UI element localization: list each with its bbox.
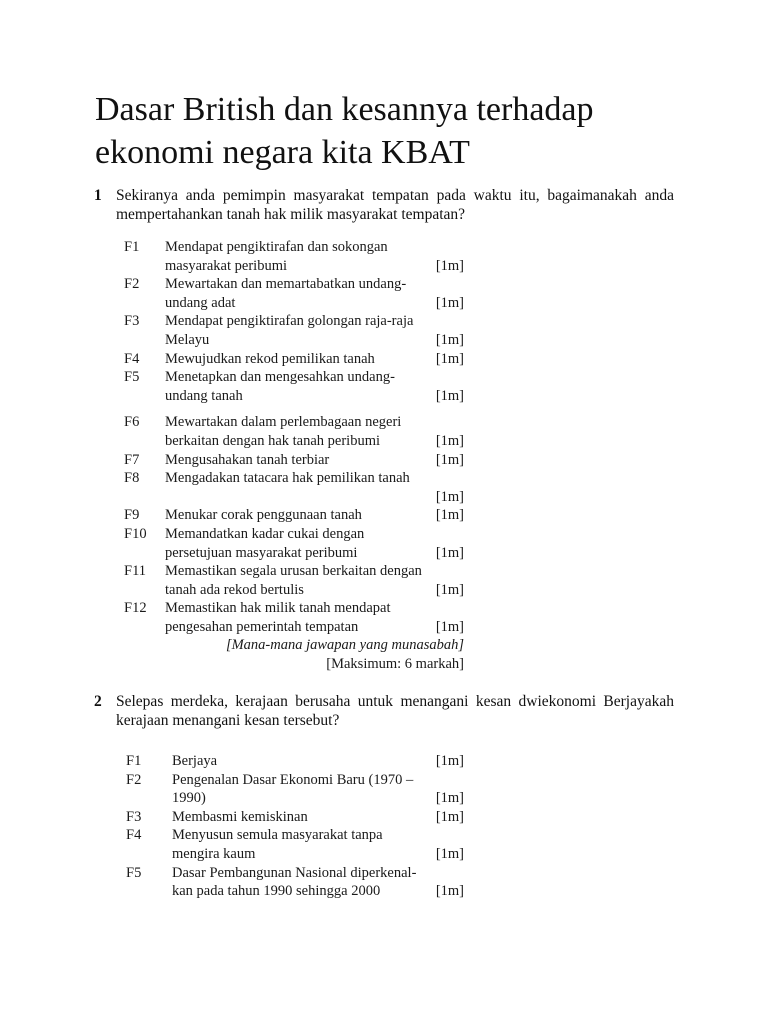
answer-line: undang tanah [1m]	[165, 387, 464, 404]
answer-line: Mewujudkan rekod pemilikan tanah [1m]	[165, 350, 464, 367]
answer-line: Mewartakan dalam perlembagaan negeri	[165, 414, 402, 431]
mark-label: [1m]	[435, 257, 464, 274]
answer-scan-1	[124, 238, 464, 674]
answer-label: F8	[124, 470, 140, 487]
answer-label: F5	[124, 369, 140, 386]
answer-line: masyarakat peribumi [1m]	[165, 257, 464, 274]
answer-line: tanah ada rekod bertulis [1m]	[165, 581, 464, 598]
answer-text	[165, 562, 464, 599]
answer-text	[165, 413, 464, 450]
answer-text	[172, 864, 464, 901]
mark-label: [1m]	[435, 544, 464, 561]
answer-line: pengesahan pemerintah tempatan [1m]	[165, 618, 464, 635]
answer-label: F6	[124, 414, 140, 431]
question-number: 1	[94, 187, 102, 204]
answer-line: 1990) [1m]	[172, 790, 464, 807]
mark-label: [1m]	[435, 790, 464, 807]
answer-text	[165, 275, 464, 312]
mark-label: [1m]	[435, 808, 464, 825]
answer-line: persetujuan masyarakat peribumi [1m]	[165, 544, 464, 561]
mark-label: [1m]	[435, 451, 464, 468]
question-text: Sekiranya anda pemimpin masyarakat tempatan pada waktu itu, bagaimanakah anda mempertahankan tanah hak milik masyarakat tempatan?	[116, 187, 674, 223]
answer-line: Memastikan hak milik tanah mendapat	[165, 600, 391, 617]
answer-text	[172, 808, 464, 827]
maximum-marks: [Maksimum: 6 markah]	[326, 656, 464, 673]
answer-line: Memandatkan kadar cukai dengan	[165, 525, 365, 542]
mark-label: [1m]	[435, 488, 464, 505]
answer-label: F3	[124, 313, 140, 330]
mark-label: [1m]	[435, 331, 464, 348]
answer-line: Membasmi kemiskinan [1m]	[172, 808, 464, 825]
answer-item	[124, 275, 464, 312]
question-number: 2	[94, 693, 102, 710]
spacer	[124, 405, 464, 413]
answer-item	[124, 506, 464, 525]
answer-line: Memastikan segala urusan berkaitan dengan	[165, 563, 422, 580]
answer-label: F11	[124, 563, 147, 580]
answer-item	[124, 413, 464, 450]
answer-text	[165, 312, 464, 349]
answer-item	[124, 469, 464, 506]
answer-text	[172, 826, 464, 863]
mark-label: [1m]	[435, 387, 464, 404]
answer-line: Menetapkan dan mengesahkan undang-	[165, 369, 395, 386]
mark-label: [1m]	[435, 432, 464, 449]
answer-line: Menyusun semula masyarakat tanpa	[172, 827, 383, 844]
mark-label: [1m]	[435, 845, 464, 862]
answer-text	[165, 599, 464, 636]
answer-item	[124, 525, 464, 562]
answer-label: F1	[126, 753, 142, 769]
answer-line	[165, 488, 464, 507]
answer-text	[172, 752, 464, 771]
answer-item	[124, 312, 464, 349]
answer-label: F1	[124, 239, 140, 255]
answer-item	[124, 238, 464, 275]
answer-text	[165, 238, 464, 275]
answer-line: Mendapat pengiktirafan dan sokongan	[165, 239, 388, 255]
answer-line: undang adat [1m]	[165, 294, 464, 311]
answer-line: mengira kaum [1m]	[172, 845, 464, 862]
answer-label: F12	[124, 600, 147, 617]
answer-item	[124, 451, 464, 470]
answer-label: F3	[126, 808, 142, 825]
answer-item	[124, 350, 464, 369]
answer-line: Melayu [1m]	[165, 331, 464, 348]
answer-line: berkaitan dengan hak tanah peribumi [1m]	[165, 432, 464, 449]
question-1	[94, 186, 674, 224]
answer-scan-2	[126, 752, 464, 901]
answer-item	[124, 562, 464, 599]
mark-label: [1m]	[435, 294, 464, 311]
answer-text	[172, 771, 464, 808]
answer-label: F2	[126, 771, 142, 788]
answer-text	[165, 451, 464, 470]
answer-list	[126, 752, 464, 901]
answer-line: Dasar Pembangunan Nasional diperkenal-	[172, 864, 417, 881]
answer-label: F4	[126, 827, 142, 844]
answer-line: kan pada tahun 1990 sehingga 2000 [1m]	[172, 883, 464, 900]
answer-text	[165, 368, 464, 405]
mark-label: [1m]	[435, 753, 464, 769]
answer-label: F5	[126, 864, 142, 881]
answer-label: F9	[124, 507, 140, 524]
answer-text	[165, 506, 464, 525]
answer-label: F4	[124, 350, 140, 367]
answer-line: Mengadakan tatacara hak pemilikan tanah	[165, 470, 410, 487]
answer-item	[126, 808, 464, 827]
answer-item	[124, 599, 464, 636]
answer-text	[165, 350, 464, 369]
mark-label: [1m]	[435, 883, 464, 900]
answer-item	[126, 864, 464, 901]
answer-list	[124, 238, 464, 636]
answer-text	[165, 469, 464, 506]
answer-note: [Mana-mana jawapan yang munasabah]	[225, 637, 464, 654]
mark-label: [1m]	[435, 618, 464, 635]
mark-label: [1m]	[435, 507, 464, 524]
mark-label: [1m]	[435, 581, 464, 598]
answer-item	[126, 826, 464, 863]
answer-label: F10	[124, 525, 147, 542]
mark-label: [1m]	[435, 350, 464, 367]
answer-line: Pengenalan Dasar Ekonomi Baru (1970 –	[172, 771, 414, 788]
question-text: Selepas merdeka, kerajaan berusaha untuk menangani kesan dwiekonomi Berjayakah kerajaan menangani kesan tersebut?	[116, 693, 674, 729]
answer-item	[126, 752, 464, 771]
answer-text	[165, 525, 464, 562]
answer-label: F2	[124, 276, 140, 293]
answer-item	[124, 368, 464, 405]
answer-line: Menukar corak penggunaan tanah [1m]	[165, 507, 464, 524]
page-title: Dasar British dan kesannya terhadap ekonomi negara kita KBAT	[95, 91, 594, 171]
answer-line: Mewartakan dan memartabatkan undang-	[165, 276, 407, 293]
answer-line: Mengusahakan tanah terbiar [1m]	[165, 451, 464, 468]
question-2	[94, 692, 674, 730]
answer-line: Mendapat pengiktirafan golongan raja-raja	[165, 313, 414, 330]
answer-item	[126, 771, 464, 808]
answer-label: F7	[124, 451, 140, 468]
answer-line: Berjaya [1m]	[172, 753, 464, 769]
